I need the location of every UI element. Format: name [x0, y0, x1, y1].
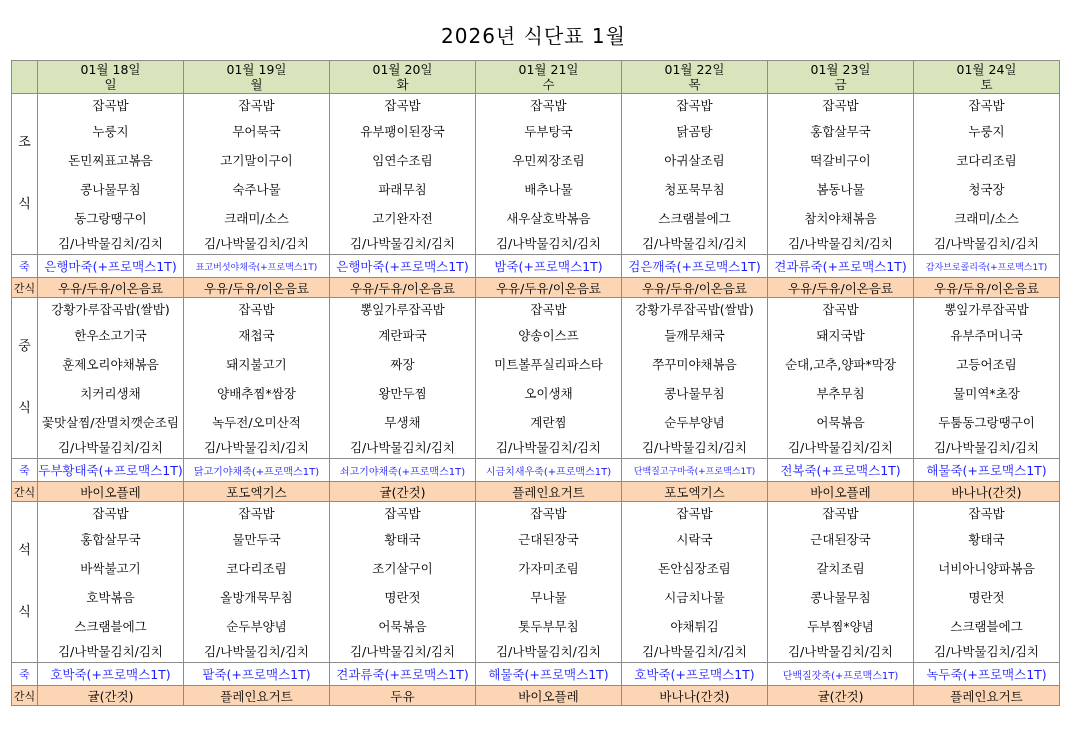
menu-item-cell: 꽃맛살찜/잔멸치깻순조림	[38, 407, 184, 436]
date-header-cell	[768, 61, 914, 94]
date-label: 01월 18일	[80, 62, 141, 77]
breakfast-row	[12, 116, 1060, 145]
menu-item-cell: 훈제오리야채볶음	[38, 349, 184, 378]
porridge-label: 죽	[12, 663, 38, 686]
menu-item-cell: 닭곰탕	[622, 116, 768, 145]
menu-item-cell: 두부탕국	[476, 116, 622, 145]
menu-item-cell: 잡곡밥	[476, 502, 622, 525]
menu-item-cell: 무생채	[330, 407, 476, 436]
menu-item-cell: 뽕잎가루잡곡밥	[330, 298, 476, 321]
snack-cell: 두유	[330, 686, 476, 706]
menu-item-cell: 부추무침	[768, 378, 914, 407]
lunch-row	[12, 436, 1060, 459]
menu-item-cell: 잡곡밥	[768, 502, 914, 525]
menu-item-cell: 물미역*초장	[914, 378, 1060, 407]
menu-item-cell: 양배추찜*쌈장	[184, 378, 330, 407]
snack-cell: 우유/두유/이온음료	[622, 278, 768, 298]
menu-item-cell: 잡곡밥	[768, 94, 914, 117]
menu-item-cell: 김/나박물김치/김치	[768, 640, 914, 663]
menu-item-cell: 잡곡밥	[476, 298, 622, 321]
dinner-label-cell	[12, 502, 38, 663]
menu-item-cell: 임연수조림	[330, 145, 476, 174]
dinner-row	[12, 640, 1060, 663]
meal-label-char: 조	[18, 135, 31, 150]
menu-item-cell: 순대,고추,양파*막장	[768, 349, 914, 378]
snack-cell: 포도엑기스	[184, 482, 330, 502]
menu-item-cell: 김/나박물김치/김치	[184, 232, 330, 255]
meal-label-char: 석	[18, 543, 31, 558]
menu-item-cell: 우민찌장조림	[476, 145, 622, 174]
snack-label: 간식	[12, 686, 38, 706]
menu-item-cell: 돈민찌표고볶음	[38, 145, 184, 174]
weekday-label: 수	[542, 77, 555, 92]
morning_snack-row	[12, 278, 1060, 298]
date-header-row	[12, 61, 1060, 94]
menu-item-cell: 들깨무채국	[622, 320, 768, 349]
menu-item-cell: 배추나물	[476, 174, 622, 203]
header-corner	[12, 61, 38, 94]
menu-item-cell: 김/나박물김치/김치	[622, 232, 768, 255]
menu-item-cell: 홍합살무국	[768, 116, 914, 145]
menu-item-cell: 잡곡밥	[184, 502, 330, 525]
menu-item-cell: 동그랑땡구이	[38, 203, 184, 232]
menu-item-cell: 물만두국	[184, 524, 330, 553]
date-label: 01월 20일	[372, 62, 433, 77]
porridge-cell: 표고버섯야채죽(+프로맥스1T)	[184, 255, 330, 278]
snack-cell: 바나나(간것)	[914, 482, 1060, 502]
snack-cell: 바이오플레	[476, 686, 622, 706]
menu-item-cell: 어묵볶음	[768, 407, 914, 436]
menu-item-cell: 재첩국	[184, 320, 330, 349]
weekday-label: 월	[250, 77, 263, 92]
menu-item-cell: 김/나박물김치/김치	[768, 232, 914, 255]
menu-item-cell: 크래미/소스	[914, 203, 1060, 232]
meal-label-char: 식	[18, 197, 31, 212]
snack-cell: 귤(간것)	[768, 686, 914, 706]
porridge-cell: 검은깨죽(+프로맥스1T)	[622, 255, 768, 278]
breakfast-row	[12, 145, 1060, 174]
menu-item-cell: 유부팽이된장국	[330, 116, 476, 145]
menu-item-cell: 김/나박물김치/김치	[184, 436, 330, 459]
date-header-cell	[330, 61, 476, 94]
afternoon_snack-row	[12, 482, 1060, 502]
menu-item-cell: 김/나박물김치/김치	[914, 232, 1060, 255]
weekday-label: 목	[688, 77, 701, 92]
snack-cell: 귤(간것)	[330, 482, 476, 502]
porridge-cell: 전복죽(+프로맥스1T)	[768, 459, 914, 482]
menu-item-cell: 청국장	[914, 174, 1060, 203]
menu-item-cell: 너비아니양파볶음	[914, 553, 1060, 582]
dinner-row	[12, 524, 1060, 553]
porridge-cell: 해물죽(+프로맥스1T)	[914, 459, 1060, 482]
menu-item-cell: 두툼동그랑땡구이	[914, 407, 1060, 436]
menu-item-cell: 김/나박물김치/김치	[38, 232, 184, 255]
menu-item-cell: 김/나박물김치/김치	[476, 436, 622, 459]
lunch-row	[12, 378, 1060, 407]
porridge-label: 죽	[12, 255, 38, 278]
menu-item-cell: 순두부양념	[184, 611, 330, 640]
porridge-cell: 쇠고기야채죽(+프로맥스1T)	[330, 459, 476, 482]
dinner_porridge-row	[12, 663, 1060, 686]
snack-cell: 플레인요거트	[184, 686, 330, 706]
porridge-cell: 단백질잣죽(+프로맥스1T)	[768, 663, 914, 686]
snack-cell: 우유/두유/이온음료	[768, 278, 914, 298]
date-label: 01월 19일	[226, 62, 287, 77]
dinner-row	[12, 582, 1060, 611]
menu-item-cell: 잡곡밥	[330, 94, 476, 117]
menu-item-cell: 김/나박물김치/김치	[184, 640, 330, 663]
menu-item-cell: 김/나박물김치/김치	[330, 436, 476, 459]
menu-item-cell: 오이생채	[476, 378, 622, 407]
menu-item-cell: 콩나물무침	[768, 582, 914, 611]
menu-item-cell: 짜장	[330, 349, 476, 378]
porridge-cell: 호박죽(+프로맥스1T)	[38, 663, 184, 686]
porridge-cell: 녹두죽(+프로맥스1T)	[914, 663, 1060, 686]
menu-item-cell: 코다리조림	[184, 553, 330, 582]
menu-item-cell: 황태국	[330, 524, 476, 553]
page-title: 2026년 식단표 1월	[441, 24, 626, 48]
menu-item-cell: 황태국	[914, 524, 1060, 553]
breakfast-label-cell	[12, 94, 38, 255]
date-header-cell	[476, 61, 622, 94]
dinner-row	[12, 611, 1060, 640]
lunch-row	[12, 320, 1060, 349]
menu-item-cell: 김/나박물김치/김치	[476, 640, 622, 663]
menu-item-cell: 명란젓	[330, 582, 476, 611]
menu-item-cell: 미트볼푸실리파스타	[476, 349, 622, 378]
weekday-label: 화	[396, 77, 409, 92]
menu-item-cell: 아귀살조림	[622, 145, 768, 174]
menu-item-cell: 김/나박물김치/김치	[38, 640, 184, 663]
menu-item-cell: 치커리생채	[38, 378, 184, 407]
menu-item-cell: 스크램블에그	[38, 611, 184, 640]
lunch-row	[12, 298, 1060, 321]
weekday-label: 일	[104, 77, 117, 92]
breakfast_porridge-row	[12, 255, 1060, 278]
menu-item-cell: 김/나박물김치/김치	[476, 232, 622, 255]
menu-item-cell: 고기완자전	[330, 203, 476, 232]
menu-item-cell: 스크램블에그	[622, 203, 768, 232]
menu-item-cell: 양송이스프	[476, 320, 622, 349]
porridge-cell: 은행마죽(+프로맥스1T)	[38, 255, 184, 278]
date-header-cell	[622, 61, 768, 94]
breakfast-row	[12, 94, 1060, 117]
menu-item-cell: 잡곡밥	[622, 94, 768, 117]
menu-item-cell: 갈치조림	[768, 553, 914, 582]
menu-item-cell: 잡곡밥	[914, 502, 1060, 525]
meal-label-char: 식	[18, 605, 31, 620]
snack-cell: 플레인요거트	[914, 686, 1060, 706]
porridge-cell: 은행마죽(+프로맥스1T)	[330, 255, 476, 278]
snack-cell: 우유/두유/이온음료	[38, 278, 184, 298]
menu-item-cell: 잡곡밥	[38, 94, 184, 117]
porridge-cell: 시금치새우죽(+프로맥스1T)	[476, 459, 622, 482]
menu-item-cell: 누룽지	[914, 116, 1060, 145]
snack-label: 간식	[12, 482, 38, 502]
menu-item-cell: 무나물	[476, 582, 622, 611]
lunch-row	[12, 349, 1060, 378]
menu-item-cell: 참치야채볶음	[768, 203, 914, 232]
menu-item-cell: 왕만두찜	[330, 378, 476, 407]
menu-item-cell: 근대된장국	[476, 524, 622, 553]
snack-cell: 우유/두유/이온음료	[184, 278, 330, 298]
porridge-label: 죽	[12, 459, 38, 482]
menu-item-cell: 근대된장국	[768, 524, 914, 553]
porridge-cell: 단백질고구마죽(+프로맥스1T)	[622, 459, 768, 482]
menu-item-cell: 잡곡밥	[184, 298, 330, 321]
menu-item-cell: 야채튀김	[622, 611, 768, 640]
menu-item-cell: 바싹불고기	[38, 553, 184, 582]
snack-cell: 귤(간것)	[38, 686, 184, 706]
breakfast-row	[12, 174, 1060, 203]
menu-item-cell: 쭈꾸미야채볶음	[622, 349, 768, 378]
snack-cell: 바이오플레	[38, 482, 184, 502]
snack-cell: 포도엑기스	[622, 482, 768, 502]
menu-item-cell: 계란파국	[330, 320, 476, 349]
snack-cell: 우유/두유/이온음료	[476, 278, 622, 298]
menu-item-cell: 떡갈비구이	[768, 145, 914, 174]
menu-item-cell: 강황가루잡곡밥(쌀밥)	[38, 298, 184, 321]
menu-item-cell: 잡곡밥	[184, 94, 330, 117]
menu-item-cell: 콩나물무침	[38, 174, 184, 203]
menu-item-cell: 순두부양념	[622, 407, 768, 436]
menu-item-cell: 고등어조림	[914, 349, 1060, 378]
menu-item-cell: 조기살구이	[330, 553, 476, 582]
meal-label-char: 중	[18, 339, 31, 354]
menu-item-cell: 올방개묵무침	[184, 582, 330, 611]
date-label: 01월 23일	[810, 62, 871, 77]
menu-item-cell: 김/나박물김치/김치	[38, 436, 184, 459]
date-header-cell	[914, 61, 1060, 94]
menu-item-cell: 유부주머니국	[914, 320, 1060, 349]
porridge-cell: 닭고기야채죽(+프로맥스1T)	[184, 459, 330, 482]
dinner-row	[12, 553, 1060, 582]
menu-item-cell: 새우살호박볶음	[476, 203, 622, 232]
menu-item-cell: 숙주나물	[184, 174, 330, 203]
lunch-label-cell	[12, 298, 38, 459]
menu-item-cell: 호박볶음	[38, 582, 184, 611]
breakfast-row	[12, 232, 1060, 255]
menu-item-cell: 어묵볶음	[330, 611, 476, 640]
menu-item-cell: 한우소고기국	[38, 320, 184, 349]
menu-item-cell: 돈안심장조림	[622, 553, 768, 582]
menu-item-cell: 김/나박물김치/김치	[330, 640, 476, 663]
weekday-label: 금	[834, 77, 847, 92]
lunch-row	[12, 407, 1060, 436]
menu-item-cell: 김/나박물김치/김치	[768, 436, 914, 459]
menu-item-cell: 강황가루잡곡밥(쌀밥)	[622, 298, 768, 321]
menu-item-cell: 잡곡밥	[38, 502, 184, 525]
porridge-cell: 두부황태죽(+프로맥스1T)	[38, 459, 184, 482]
porridge-cell: 호박죽(+프로맥스1T)	[622, 663, 768, 686]
menu-item-cell: 김/나박물김치/김치	[914, 436, 1060, 459]
menu-item-cell: 무어묵국	[184, 116, 330, 145]
menu-item-cell: 잡곡밥	[914, 94, 1060, 117]
breakfast-row	[12, 203, 1060, 232]
porridge-cell: 견과류죽(+프로맥스1T)	[768, 255, 914, 278]
porridge-cell: 해물죽(+프로맥스1T)	[476, 663, 622, 686]
menu-item-cell: 시금치나물	[622, 582, 768, 611]
menu-item-cell: 코다리조림	[914, 145, 1060, 174]
dinner-row	[12, 502, 1060, 525]
menu-item-cell: 누룽지	[38, 116, 184, 145]
menu-item-cell: 계란찜	[476, 407, 622, 436]
snack-cell: 우유/두유/이온음료	[330, 278, 476, 298]
date-header-cell	[38, 61, 184, 94]
snack-cell: 우유/두유/이온음료	[914, 278, 1060, 298]
snack-label: 간식	[12, 278, 38, 298]
date-label: 01월 22일	[664, 62, 725, 77]
menu-item-cell: 크래미/소스	[184, 203, 330, 232]
menu-item-cell: 청포묵무침	[622, 174, 768, 203]
date-label: 01월 24일	[956, 62, 1017, 77]
menu-item-cell: 톳두부무침	[476, 611, 622, 640]
menu-item-cell: 김/나박물김치/김치	[330, 232, 476, 255]
menu-table	[11, 60, 1060, 706]
evening_snack-row	[12, 686, 1060, 706]
menu-item-cell: 잡곡밥	[476, 94, 622, 117]
porridge-cell: 감자브로콜리죽(+프로맥스1T)	[914, 255, 1060, 278]
weekday-label: 토	[980, 77, 993, 92]
snack-cell: 플레인요거트	[476, 482, 622, 502]
snack-cell: 바나나(간것)	[622, 686, 768, 706]
menu-item-cell: 가자미조림	[476, 553, 622, 582]
date-label: 01월 21일	[518, 62, 579, 77]
menu-item-cell: 잡곡밥	[768, 298, 914, 321]
menu-item-cell: 파래무침	[330, 174, 476, 203]
menu-item-cell: 고기말이구이	[184, 145, 330, 174]
porridge-cell: 팥죽(+프로맥스1T)	[184, 663, 330, 686]
menu-item-cell: 김/나박물김치/김치	[914, 640, 1060, 663]
menu-item-cell: 시락국	[622, 524, 768, 553]
snack-cell: 바이오플레	[768, 482, 914, 502]
menu-item-cell: 봄동나물	[768, 174, 914, 203]
menu-item-cell: 두부찜*양념	[768, 611, 914, 640]
menu-item-cell: 돼지불고기	[184, 349, 330, 378]
menu-item-cell: 김/나박물김치/김치	[622, 640, 768, 663]
menu-item-cell: 녹두전/오미산적	[184, 407, 330, 436]
menu-item-cell: 콩나물무침	[622, 378, 768, 407]
menu-item-cell: 명란젓	[914, 582, 1060, 611]
menu-item-cell: 스크램블에그	[914, 611, 1060, 640]
porridge-cell: 견과류죽(+프로맥스1T)	[330, 663, 476, 686]
lunch_porridge-row	[12, 459, 1060, 482]
menu-item-cell: 잡곡밥	[622, 502, 768, 525]
menu-item-cell: 뽕잎가루잡곡밥	[914, 298, 1060, 321]
menu-item-cell: 홍합살무국	[38, 524, 184, 553]
menu-item-cell: 김/나박물김치/김치	[622, 436, 768, 459]
menu-item-cell: 돼지국밥	[768, 320, 914, 349]
meal-label-char: 식	[18, 401, 31, 416]
porridge-cell: 밤죽(+프로맥스1T)	[476, 255, 622, 278]
date-header-cell	[184, 61, 330, 94]
menu-item-cell: 잡곡밥	[330, 502, 476, 525]
